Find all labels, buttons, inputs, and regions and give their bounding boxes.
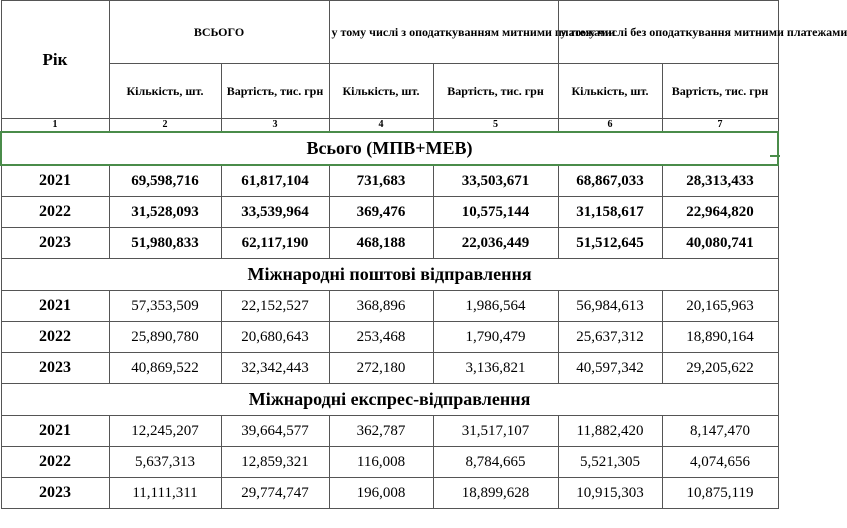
data-cell: 28,313,433 (662, 165, 778, 197)
qty-header: Кількість, шт. (109, 64, 221, 119)
data-cell: 33,539,964 (221, 197, 329, 228)
year-cell: 2022 (1, 447, 109, 478)
data-cell: 8,784,665 (433, 447, 558, 478)
year-cell: 2022 (1, 322, 109, 353)
section-header-row (1, 384, 778, 416)
column-number: 1 (1, 119, 109, 133)
data-cell: 5,521,305 (558, 447, 662, 478)
data-cell: 468,188 (329, 228, 433, 259)
data-cell: 11,882,420 (558, 416, 662, 447)
data-cell: 61,817,104 (221, 165, 329, 197)
column-number: 5 (433, 119, 558, 133)
table-row (1, 478, 778, 509)
data-cell: 29,205,622 (662, 353, 778, 384)
data-cell: 253,468 (329, 322, 433, 353)
data-cell: 731,683 (329, 165, 433, 197)
year-cell: 2023 (1, 353, 109, 384)
table-row (1, 197, 778, 228)
table-row (1, 165, 778, 197)
data-cell: 10,875,119 (662, 478, 778, 509)
column-number: 4 (329, 119, 433, 133)
column-number: 7 (662, 119, 778, 133)
without-duty-column-header: у тому числі без оподаткування митними платежами (558, 1, 778, 64)
with-duty-column-header: у тому числі з оподаткуванням митними платежами (329, 1, 558, 64)
data-cell: 362,787 (329, 416, 433, 447)
year-cell: 2023 (1, 228, 109, 259)
data-cell: 116,008 (329, 447, 433, 478)
total-column-header: ВСЬОГО (109, 1, 329, 64)
data-cell: 12,245,207 (109, 416, 221, 447)
data-cell: 51,512,645 (558, 228, 662, 259)
value-header: Вартість, тис. грн (433, 64, 558, 119)
data-cell: 40,597,342 (558, 353, 662, 384)
section-title: Міжнародні поштові відправлення (1, 259, 778, 291)
data-cell: 11,111,311 (109, 478, 221, 509)
data-cell: 18,899,628 (433, 478, 558, 509)
data-cell: 29,774,747 (221, 478, 329, 509)
data-cell: 10,915,303 (558, 478, 662, 509)
year-cell: 2021 (1, 291, 109, 322)
data-cell: 39,664,577 (221, 416, 329, 447)
data-cell: 8,147,470 (662, 416, 778, 447)
year-cell: 2023 (1, 478, 109, 509)
data-cell: 22,964,820 (662, 197, 778, 228)
table-header (1, 1, 847, 133)
data-cell: 33,503,671 (433, 165, 558, 197)
data-cell: 369,476 (329, 197, 433, 228)
qty-header: Кількість, шт. (558, 64, 662, 119)
data-cell: 20,165,963 (662, 291, 778, 322)
data-cell: 1,790,479 (433, 322, 558, 353)
section-title: Міжнародні експрес-відправлення (1, 384, 778, 416)
table-row (1, 228, 778, 259)
year-cell: 2021 (1, 416, 109, 447)
data-cell: 31,528,093 (109, 197, 221, 228)
table-row (1, 322, 778, 353)
section-header-row (1, 132, 778, 165)
data-cell: 51,980,833 (109, 228, 221, 259)
table-row (1, 291, 778, 322)
data-cell: 40,869,522 (109, 353, 221, 384)
data-cell: 22,152,527 (221, 291, 329, 322)
data-cell: 10,575,144 (433, 197, 558, 228)
table-body (1, 132, 778, 509)
data-cell: 32,342,443 (221, 353, 329, 384)
section-title: Всього (МПВ+МЕВ) (1, 132, 778, 165)
data-cell: 12,859,321 (221, 447, 329, 478)
data-cell: 25,890,780 (109, 322, 221, 353)
data-cell: 3,136,821 (433, 353, 558, 384)
data-cell: 272,180 (329, 353, 433, 384)
data-cell: 31,517,107 (433, 416, 558, 447)
data-cell: 31,158,617 (558, 197, 662, 228)
data-cell: 18,890,164 (662, 322, 778, 353)
header-row-top (1, 1, 778, 64)
value-header: Вартість, тис. грн (221, 64, 329, 119)
column-number-row (1, 119, 778, 133)
year-cell: 2021 (1, 165, 109, 197)
qty-header: Кількість, шт. (329, 64, 433, 119)
year-column-header: Рік (1, 1, 109, 119)
table-row (1, 447, 778, 478)
data-cell: 5,637,313 (109, 447, 221, 478)
data-cell: 4,074,656 (662, 447, 778, 478)
data-cell: 368,896 (329, 291, 433, 322)
data-cell: 69,598,716 (109, 165, 221, 197)
data-cell: 196,008 (329, 478, 433, 509)
data-cell: 57,353,509 (109, 291, 221, 322)
data-cell: 68,867,033 (558, 165, 662, 197)
year-cell: 2022 (1, 197, 109, 228)
table-row (1, 416, 778, 447)
data-cell: 20,680,643 (221, 322, 329, 353)
selection-edge-marker (770, 155, 780, 157)
data-cell: 22,036,449 (433, 228, 558, 259)
data-cell: 56,984,613 (558, 291, 662, 322)
data-cell: 40,080,741 (662, 228, 778, 259)
column-number: 2 (109, 119, 221, 133)
data-cell: 62,117,190 (221, 228, 329, 259)
data-cell: 1,986,564 (433, 291, 558, 322)
section-header-row (1, 259, 778, 291)
data-cell: 25,637,312 (558, 322, 662, 353)
value-header: Вартість, тис. грн (662, 64, 778, 119)
header-row-sub (1, 64, 778, 119)
column-number: 3 (221, 119, 329, 133)
column-number: 6 (558, 119, 662, 133)
table-row (1, 353, 778, 384)
